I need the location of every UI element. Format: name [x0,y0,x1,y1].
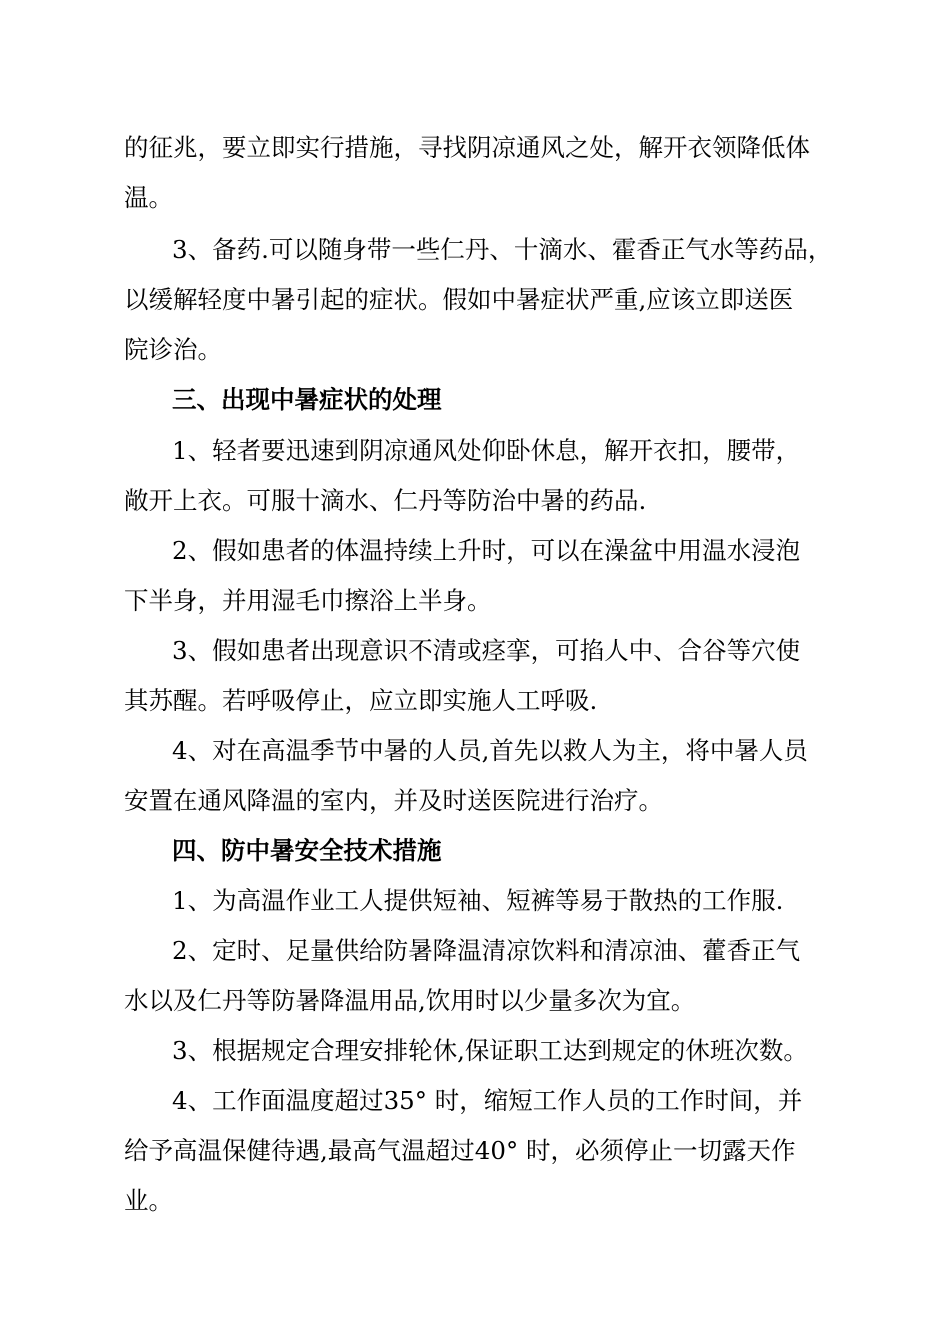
paragraph-line: 3、根据规定合理安排轮休,保证职工达到规定的休班次数。 [172,1036,808,1065]
paragraph-line: 温。 [124,183,173,212]
paragraph-line: 3、假如患者出现意识不清或痉挛，可掐人中、合谷等穴使 [172,636,801,665]
paragraph-line: 2、假如患者的体温持续上升时，可以在澡盆中用温水浸泡 [172,536,801,565]
paragraph-line: 下半身，并用湿毛巾擦浴上半身。 [124,586,492,615]
paragraph-line: 4、工作面温度超过35° 时，缩短工作人员的工作时间，并 [172,1086,803,1115]
paragraph-line: 敞开上衣。可服十滴水、仁丹等防治中暑的药品. [124,486,647,515]
paragraph-line: 业。 [124,1186,173,1215]
paragraph-line: 安置在通风降温的室内，并及时送医院进行治疗。 [124,786,663,815]
paragraph-line: 水以及仁丹等防暑降温用品,饮用时以少量多次为宜。 [124,986,696,1015]
section-heading: 四、防中暑安全技术措施 [172,836,442,865]
paragraph-line: 给予高温保健待遇,最高气温超过40° 时，必须停止一切露天作 [124,1136,796,1165]
paragraph-line: 1、轻者要迅速到阴凉通风处仰卧休息，解开衣扣，腰带， [172,436,801,465]
paragraph-line: 3、备药.可以随身带一些仁丹、十滴水、霍香正气水等药品， [172,235,833,264]
paragraph-line: 的征兆，要立即实行措施，寻找阴凉通风之处，解开衣领降低体 [124,133,810,162]
paragraph-line: 以缓解轻度中暑引起的症状。假如中暑症状严重,应该立即送医 [124,285,794,314]
section-heading: 三、出现中暑症状的处理 [172,385,442,414]
paragraph-line: 其苏醒。若呼吸停止，应立即实施人工呼吸. [124,686,598,715]
paragraph-line: 2、定时、足量供给防暑降温清凉饮料和清凉油、藿香正气 [172,936,801,965]
paragraph-line: 1、为高温作业工人提供短袖、短裤等易于散热的工作服. [172,886,784,915]
paragraph-line: 院诊治。 [124,335,222,364]
paragraph-line: 4、对在高温季节中暑的人员,首先以救人为主，将中暑人员 [172,736,808,765]
